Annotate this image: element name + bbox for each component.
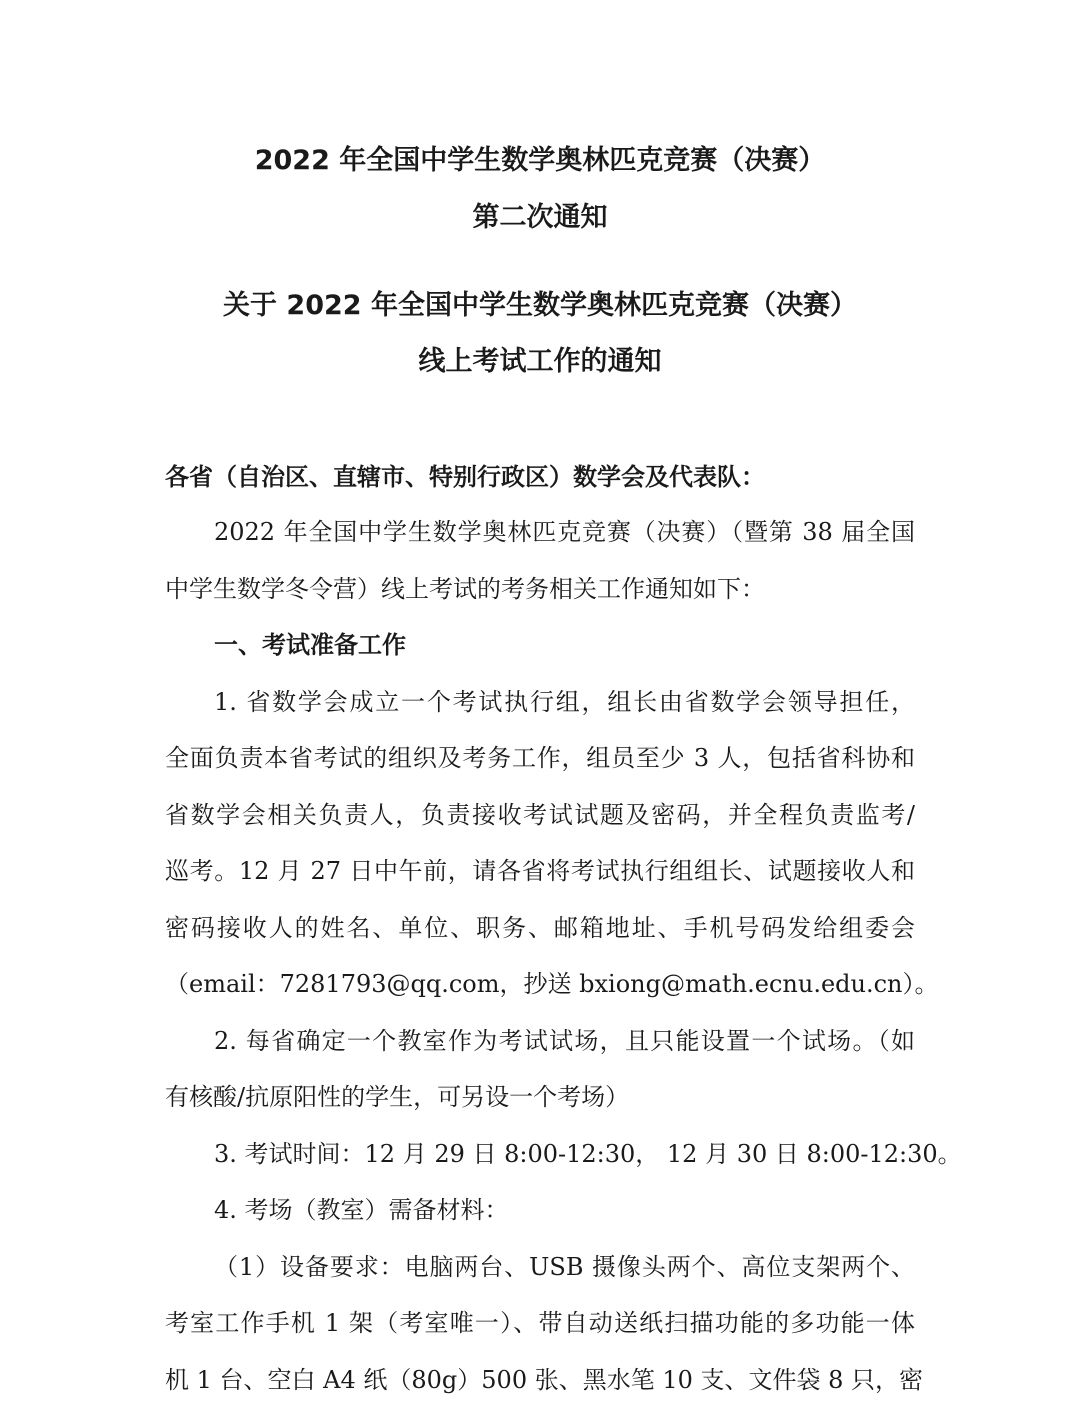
- item1-line-3: 省数学会相关负责人，负责接收考试试题及密码，并全程负责监考/: [165, 801, 915, 829]
- subtitle-line-1: 关于 2022 年全国中学生数学奥林匹克竞赛（决赛）: [223, 290, 857, 321]
- item1-line-2: 全面负责本省考试的组织及考务工作，组员至少 3 人，包括省科协和: [165, 744, 915, 772]
- item1-line-1: 1. 省数学会成立一个考试执行组，组长由省数学会领导担任，: [214, 688, 915, 716]
- item1-line-5: 密码接收人的姓名、单位、职务、邮箱地址、手机号码发给组委会: [165, 914, 915, 942]
- item3-line-1: 3. 考试时间：12 月 29 日 8:00-12:30， 12 月 30 日 8:00-12:30。: [214, 1140, 962, 1168]
- item4-line-1: 4. 考场（教室）需备材料：: [214, 1196, 509, 1224]
- intro-line-2: 中学生数学冬令营）线上考试的考务相关工作通知如下：: [165, 575, 765, 603]
- title-line-2: 第二次通知: [472, 202, 608, 233]
- sub1-line-2: 考室工作手机 1 架（考室唯一）、带自动送纸扫描功能的多功能一体: [165, 1309, 915, 1337]
- item1-line-6: （email：7281793@qq.com，抄送 bxiong@math.ecnu.edu.cn）。: [165, 970, 939, 998]
- salutation: 各省（自治区、直辖市、特别行政区）数学会及代表队：: [165, 463, 765, 491]
- intro-line-1: 2022 年全国中学生数学奥林匹克竞赛（决赛）（暨第 38 届全国: [214, 518, 915, 546]
- title-line-1: 2022 年全国中学生数学奥林匹克竞赛（决赛）: [254, 145, 826, 176]
- item1-line-4: 巡考。12 月 27 日中午前，请各省将考试执行组组长、试题接收人和: [165, 857, 915, 885]
- sub1-line-1: （1）设备要求：电脑两台、USB 摄像头两个、高位支架两个、: [214, 1253, 915, 1281]
- subtitle-line-2: 线上考试工作的通知: [418, 346, 662, 377]
- item2-line-2: 有核酸/抗原阳性的学生，可另设一个考场）: [165, 1083, 630, 1111]
- sub1-line-3: 机 1 台、空白 A4 纸（80g）500 张、黑水笔 10 支、文件袋 8 只，密: [165, 1366, 924, 1394]
- item2-line-1: 2. 每省确定一个教室作为考试试场，且只能设置一个试场。（如: [214, 1027, 915, 1055]
- section-heading: 一、考试准备工作: [214, 631, 406, 659]
